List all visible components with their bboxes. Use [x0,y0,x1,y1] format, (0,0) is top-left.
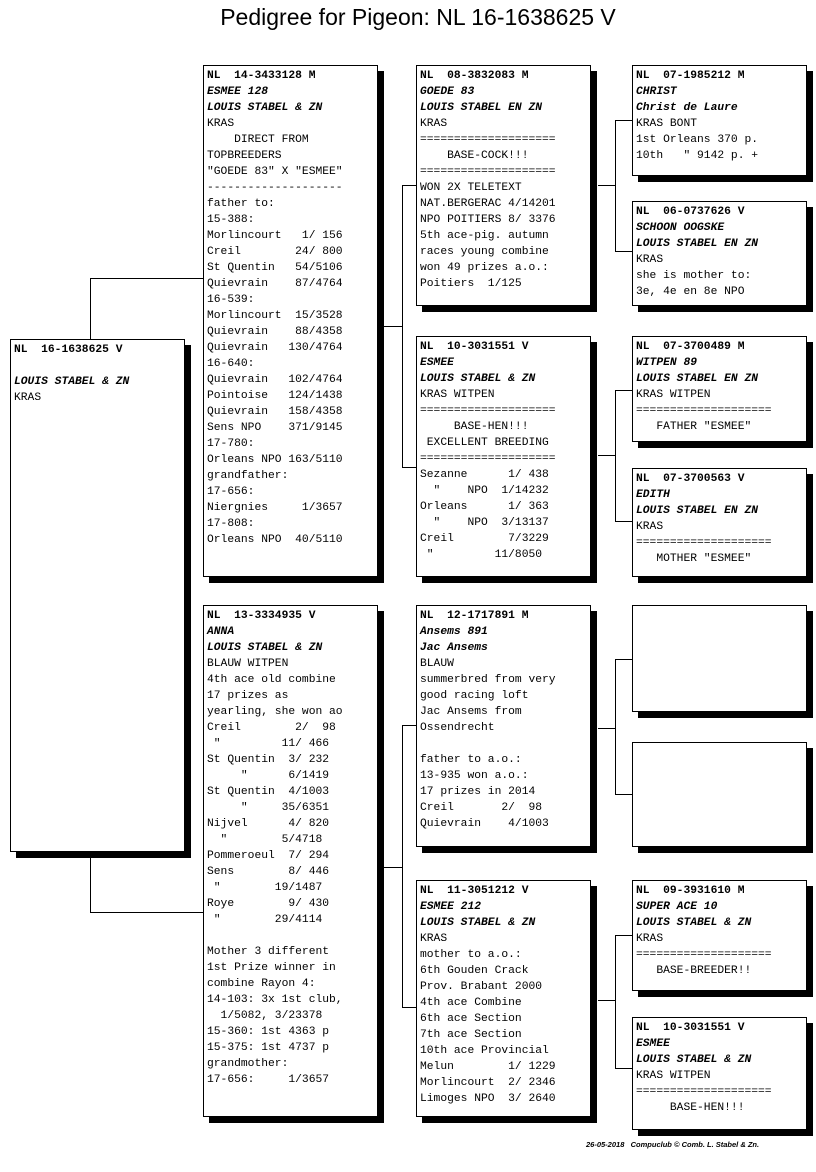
pigeon-name-line: LOUIS STABEL & ZN [636,1054,752,1066]
card-line: grandfather: [207,470,289,482]
ring-number: NL 14-3433128 M [207,70,316,82]
card-line: she is mother to: [636,270,752,282]
pigeon-name-line: LOUIS STABEL EN ZN [636,505,759,517]
pigeon-name-line: LOUIS STABEL & ZN [420,917,536,929]
card-line: 3e, 4e en 8e NPO [636,286,745,298]
card-line: " 19/1487 [207,882,323,894]
card-line: 17-780: [207,438,255,450]
pigeon-name-line: Christ de Laure [636,102,738,114]
card-dam-sire [416,605,591,847]
card-sire-dam-sire [632,336,807,442]
card-line: Sens 8/ 446 [207,866,330,878]
card-line: Pommeroeul 7/ 294 [207,850,330,862]
pigeon-name-line: LOUIS STABEL EN ZN [636,238,759,250]
card-line: ==================== [636,1086,772,1098]
card-line: " 6/1419 [207,770,330,782]
card-dam [203,605,378,1117]
connector-line [402,725,403,1008]
card-line: BASE-HEN!!! [420,421,529,433]
card-line: Morlincourt 2/ 2346 [420,1077,556,1089]
card-line: Creil 2/ 98 [207,722,336,734]
card-line: BLAUW [420,658,454,670]
connector-line [615,120,632,121]
card-line: 1st Orleans 370 p. [636,134,759,146]
pigeon-name-line: WITPEN 89 [636,357,698,369]
card-sire-sire-sire [632,65,807,176]
ring-number: NL 12-1717891 M [420,610,529,622]
pigeon-name-line: EDITH [636,489,670,501]
card-line: TOPBREEDERS [207,150,282,162]
pigeon-name-line: LOUIS STABEL & ZN [14,376,130,388]
connector-line [402,1007,417,1008]
footer [586,1140,759,1149]
card-line: 17-656: [207,486,255,498]
card-sire-sire-dam [632,201,807,306]
card-line: 5th ace-pig. autumn [420,230,549,242]
card-line: yearling, she won ao [207,706,343,718]
card-line: St Quentin 4/1003 [207,786,330,798]
card-line: ==================== [420,166,556,178]
card-line: BASE-COCK!!! [420,150,529,162]
card-line: 17 prizes as [207,690,289,702]
pigeon-name-line: GOEDE 83 [420,86,475,98]
connector-line [598,455,615,456]
card-line: good racing loft [420,690,529,702]
connector-line [598,1000,615,1001]
connector-line [90,912,204,913]
connector-line [402,185,417,186]
card-line: Roye 9/ 430 [207,898,330,910]
card-line: KRAS [420,933,448,945]
card-line: St Quentin 3/ 232 [207,754,330,766]
pigeon-name-line: Ansems 891 [420,626,488,638]
card-line: 17-808: [207,518,255,530]
card-line: 1/5082, 3/23378 [207,1010,323,1022]
card-dam-sire-dam [632,742,807,847]
card-sire-dam-dam [632,468,807,577]
card-line: St Quentin 54/5106 [207,262,343,274]
connector-line [90,851,91,913]
card-line: KRAS [420,118,448,130]
card-line: Orleans NPO 163/5110 [207,454,343,466]
card-line: 4th ace Combine [420,997,522,1009]
pigeon-name-line: LOUIS STABEL EN ZN [636,373,759,385]
card-line: 16-640: [207,358,255,370]
card-line: 13-935 won a.o.: [420,770,529,782]
card-line: KRAS [636,254,664,266]
card-line: Mother 3 different [207,946,330,958]
card-line: Sezanne 1/ 438 [420,469,549,481]
ring-number: NL 06-0737626 V [636,206,745,218]
card-line [420,736,590,752]
card-line: Quievrain 130/4764 [207,342,343,354]
connector-line [615,794,632,795]
card-line: won 49 prizes a.o.: [420,262,549,274]
card-line: 10th ace Provincial [420,1045,549,1057]
card-line: FATHER "ESMEE" [636,421,752,433]
footer-credit: Compuclub © Comb. L. Stabel & Zn. [630,1140,760,1149]
card-line: ==================== [420,134,556,146]
pigeon-name-line: ESMEE 212 [420,901,482,913]
card-line: KRAS WITPEN [636,389,711,401]
card-line: Prov. Brabant 2000 [420,981,543,993]
card-line: Morlincourt 1/ 156 [207,230,343,242]
card-line: Quievrain 88/4358 [207,326,343,338]
card-dam-dam-dam [632,1017,807,1130]
ring-number: NL 07-3700563 V [636,473,745,485]
connector-line [615,659,616,795]
footer-date: 26-05-2018 [586,1140,625,1149]
connector-line [382,326,402,327]
card-line: Niergnies 1/3657 [207,502,343,514]
card-line: summerbred from very [420,674,556,686]
card-line: 1st Prize winner in [207,962,336,974]
connector-line [615,521,632,522]
card-line: DIRECT FROM [207,134,309,146]
connector-line [90,278,91,340]
connector-line [615,390,616,522]
card-line: 7th ace Section [420,1029,522,1041]
pigeon-name-line: SUPER ACE 10 [636,901,718,913]
pigeon-name-line: LOUIS STABEL EN ZN [420,102,543,114]
pigeon-name-line: LOUIS STABEL & ZN [207,102,323,114]
ring-number: NL 10-3031551 V [636,1022,745,1034]
card-line: " 35/6351 [207,802,330,814]
card-line: 15-388: [207,214,255,226]
connector-line [402,725,417,726]
connector-line [382,867,402,868]
card-line: "GOEDE 83" X "ESMEE" [207,166,343,178]
card-line: father to a.o.: [420,754,522,766]
card-line: Creil 7/3229 [420,533,549,545]
ring-number: NL 07-1985212 M [636,70,745,82]
card-line: " 29/4114 [207,914,323,926]
card-line: KRAS WITPEN [636,1070,711,1082]
ring-number: NL 09-3931610 M [636,885,745,897]
pigeon-name-line: Jac Ansems [420,642,488,654]
card-line: father to: [207,198,275,210]
card-line [14,358,184,374]
ring-number: NL 08-3832083 M [420,70,529,82]
card-line: Sens NPO 371/9145 [207,422,343,434]
card-line: ==================== [420,453,556,465]
card-line: Ossendrecht [420,722,495,734]
card-line: 15-360: 1st 4363 p [207,1026,330,1038]
card-line [207,928,377,944]
card-line: 15-375: 1st 4737 p [207,1042,330,1054]
pigeon-name-line: SCHOON OOGSKE [636,222,725,234]
page-title: Pedigree for Pigeon: NL 16-1638625 V [220,4,616,30]
card-line: Quievrain 4/1003 [420,818,549,830]
card-line: " 11/ 466 [207,738,330,750]
pigeon-name-line: LOUIS STABEL & ZN [420,373,536,385]
connector-line [615,1068,632,1069]
card-line: KRAS [14,392,42,404]
card-line: Quievrain 102/4764 [207,374,343,386]
card-line: EXCELLENT BREEDING [420,437,549,449]
card-line: -------------------- [207,182,343,194]
ring-number: NL 10-3031551 V [420,341,529,353]
pigeon-name-line: ESMEE 128 [207,86,269,98]
card-line: races young combine [420,246,549,258]
connector-line [615,935,632,936]
card-line: Orleans NPO 40/5110 [207,534,343,546]
card-line: BASE-BREEDER!! [636,965,752,977]
card-line: Quievrain 87/4764 [207,278,343,290]
connector-line [598,185,615,186]
card-line: 10th " 9142 p. + [636,150,759,162]
ring-number: NL 16-1638625 V [14,344,123,356]
ring-number: NL 11-3051212 V [420,885,529,897]
card-line: BLAUW WITPEN [207,658,289,670]
card-line: mother to a.o.: [420,949,522,961]
card-line: Morlincourt 15/3528 [207,310,343,322]
connector-line [615,659,632,660]
card-dam-sire-sire [632,605,807,712]
card-line: ==================== [636,949,772,961]
card-line: 16-539: [207,294,255,306]
card-sire-dam [416,336,591,577]
card-line: 6th Gouden Crack [420,965,529,977]
card-line: 6th ace Section [420,1013,522,1025]
card-line: NPO POITIERS 8/ 3376 [420,214,556,226]
card-line: Orleans 1/ 363 [420,501,549,513]
connector-line [615,120,616,252]
pigeon-name-line: LOUIS STABEL & ZN [636,917,752,929]
connector-line [598,728,615,729]
card-line: KRAS [207,118,235,130]
pigeon-name-line: ANNA [207,626,235,638]
card-line: combine Rayon 4: [207,978,316,990]
pigeon-name-line: LOUIS STABEL & ZN [207,642,323,654]
ring-number: NL 13-3334935 V [207,610,316,622]
card-line: Creil 24/ 800 [207,246,343,258]
connector-line [402,467,417,468]
card-line: WON 2X TELETEXT [420,182,522,194]
card-line: Limoges NPO 3/ 2640 [420,1093,556,1105]
card-line: Poitiers 1/125 [420,278,522,290]
card-line: BASE-HEN!!! [636,1102,745,1114]
card-line: " 11/8050 [420,549,543,561]
card-line: Quievrain 158/4358 [207,406,343,418]
connector-line [402,185,403,468]
ring-number: NL 07-3700489 M [636,341,745,353]
card-subject [10,339,185,852]
card-line: Jac Ansems from [420,706,522,718]
card-line: ==================== [420,405,556,417]
card-line: " NPO 1/14232 [420,485,549,497]
connector-line [615,935,616,1069]
card-line: KRAS [636,521,664,533]
card-line: " 5/4718 [207,834,323,846]
card-dam-dam [416,880,591,1117]
pigeon-name-line: CHRIST [636,86,677,98]
card-dam-dam-sire [632,880,807,991]
pigeon-name-line: ESMEE [420,357,454,369]
card-line: ==================== [636,405,772,417]
card-line: Nijvel 4/ 820 [207,818,330,830]
card-line: 4th ace old combine [207,674,336,686]
card-line: Melun 1/ 1229 [420,1061,556,1073]
card-line: 14-103: 3x 1st club, [207,994,343,1006]
card-line: grandmother: [207,1058,289,1070]
card-line: Pointoise 124/1438 [207,390,343,402]
card-line: KRAS WITPEN [420,389,495,401]
pigeon-name-line: ESMEE [636,1038,670,1050]
card-line: " NPO 3/13137 [420,517,549,529]
card-line: Creil 2/ 98 [420,802,543,814]
card-line: KRAS BONT [636,118,698,130]
card-line: ==================== [636,537,772,549]
connector-line [615,251,632,252]
card-line: 17-656: 1/3657 [207,1074,330,1086]
card-line: MOTHER "ESMEE" [636,553,752,565]
connector-line [90,278,204,279]
card-line: 17 prizes in 2014 [420,786,536,798]
card-sire [203,65,378,577]
connector-line [615,390,632,391]
card-line: KRAS [636,933,664,945]
card-line: NAT.BERGERAC 4/14201 [420,198,556,210]
card-sire-sire [416,65,591,306]
